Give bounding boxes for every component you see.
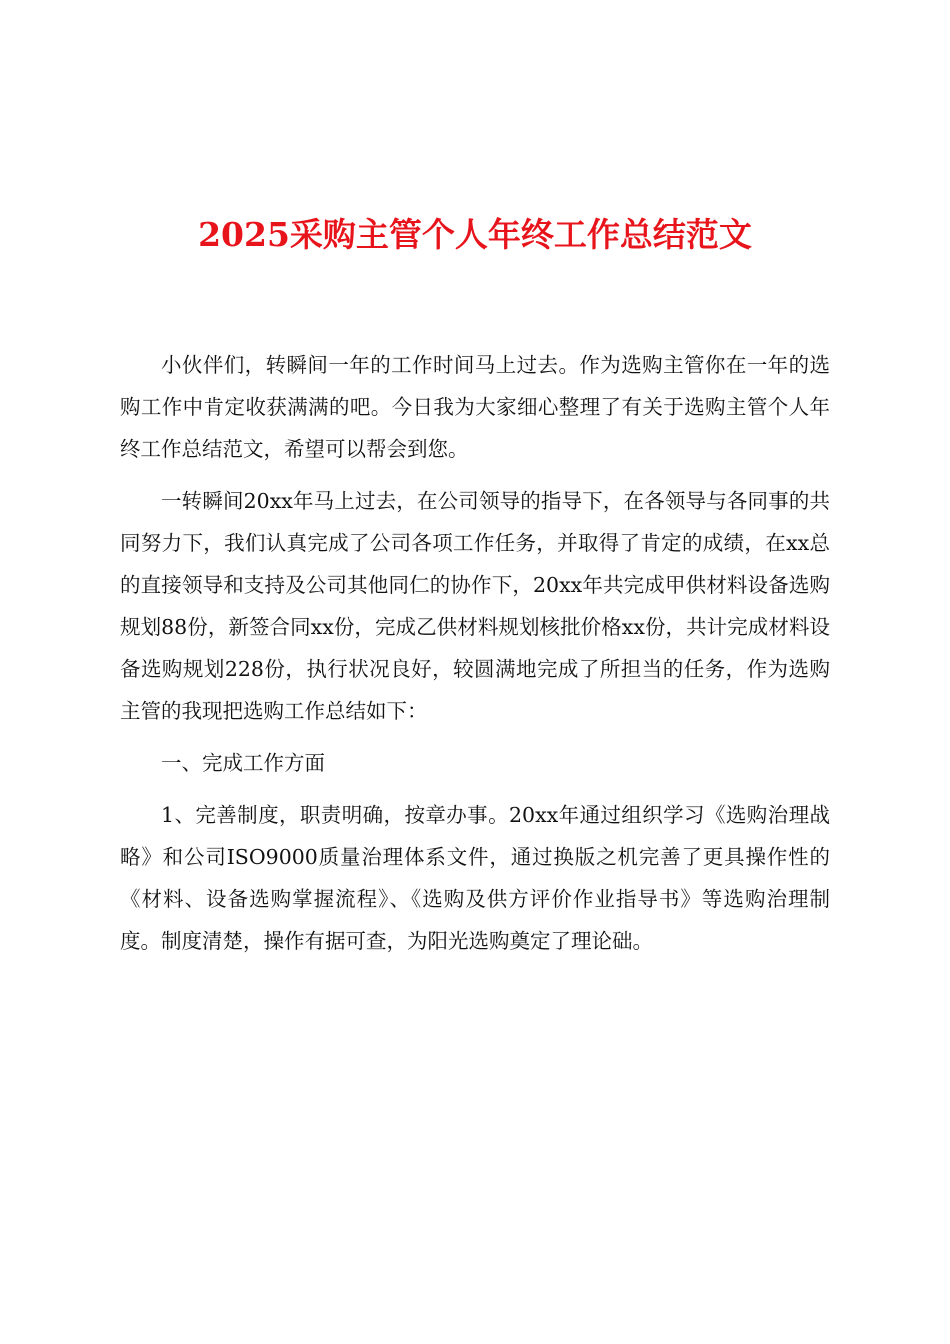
section-paragraph: 1、完善制度，职责明确，按章办事。20xx年通过组织学习《选购治理战略》和公司ISO9000质量治理体系文件，通过换版之机完善了更具操作性的《材料、设备选购掌握流程》、《选购及供方评价作业指导书》等选购治理制度。制度清楚，操作有据可查，为阳光选购奠定了理论础。 — [120, 803, 830, 953]
document-title: 2025采购主管个人年终工作总结范文 — [198, 215, 752, 254]
document-body — [120, 344, 830, 972]
summary-paragraph: 一转瞬间20xx年马上过去，在公司领导的指导下，在各领导与各同事的共同努力下，我们认真完成了公司各项工作任务，并取得了肯定的成绩，在xx总的直接领导和支持及公司其他同仁的协作下，20xx年共完成甲供材料设备选购规划88份，新签合同xx份，完成乙供材料规划核批价格xx份，共计完成材料设备选购规划228份，执行状况良好，较圆满地完成了所担当的任务，作为选购主管的我现把选购工作总结如下： — [120, 489, 830, 723]
intro-paragraph: 小伙伴们，转瞬间一年的工作时间马上过去。作为选购主管你在一年的选购工作中肯定收获满满的吧。今日我为大家细心整理了有关于选购主管个人年终工作总结范文，希望可以帮会到您。 — [120, 353, 830, 461]
section-heading: 一、完成工作方面 — [161, 751, 325, 775]
